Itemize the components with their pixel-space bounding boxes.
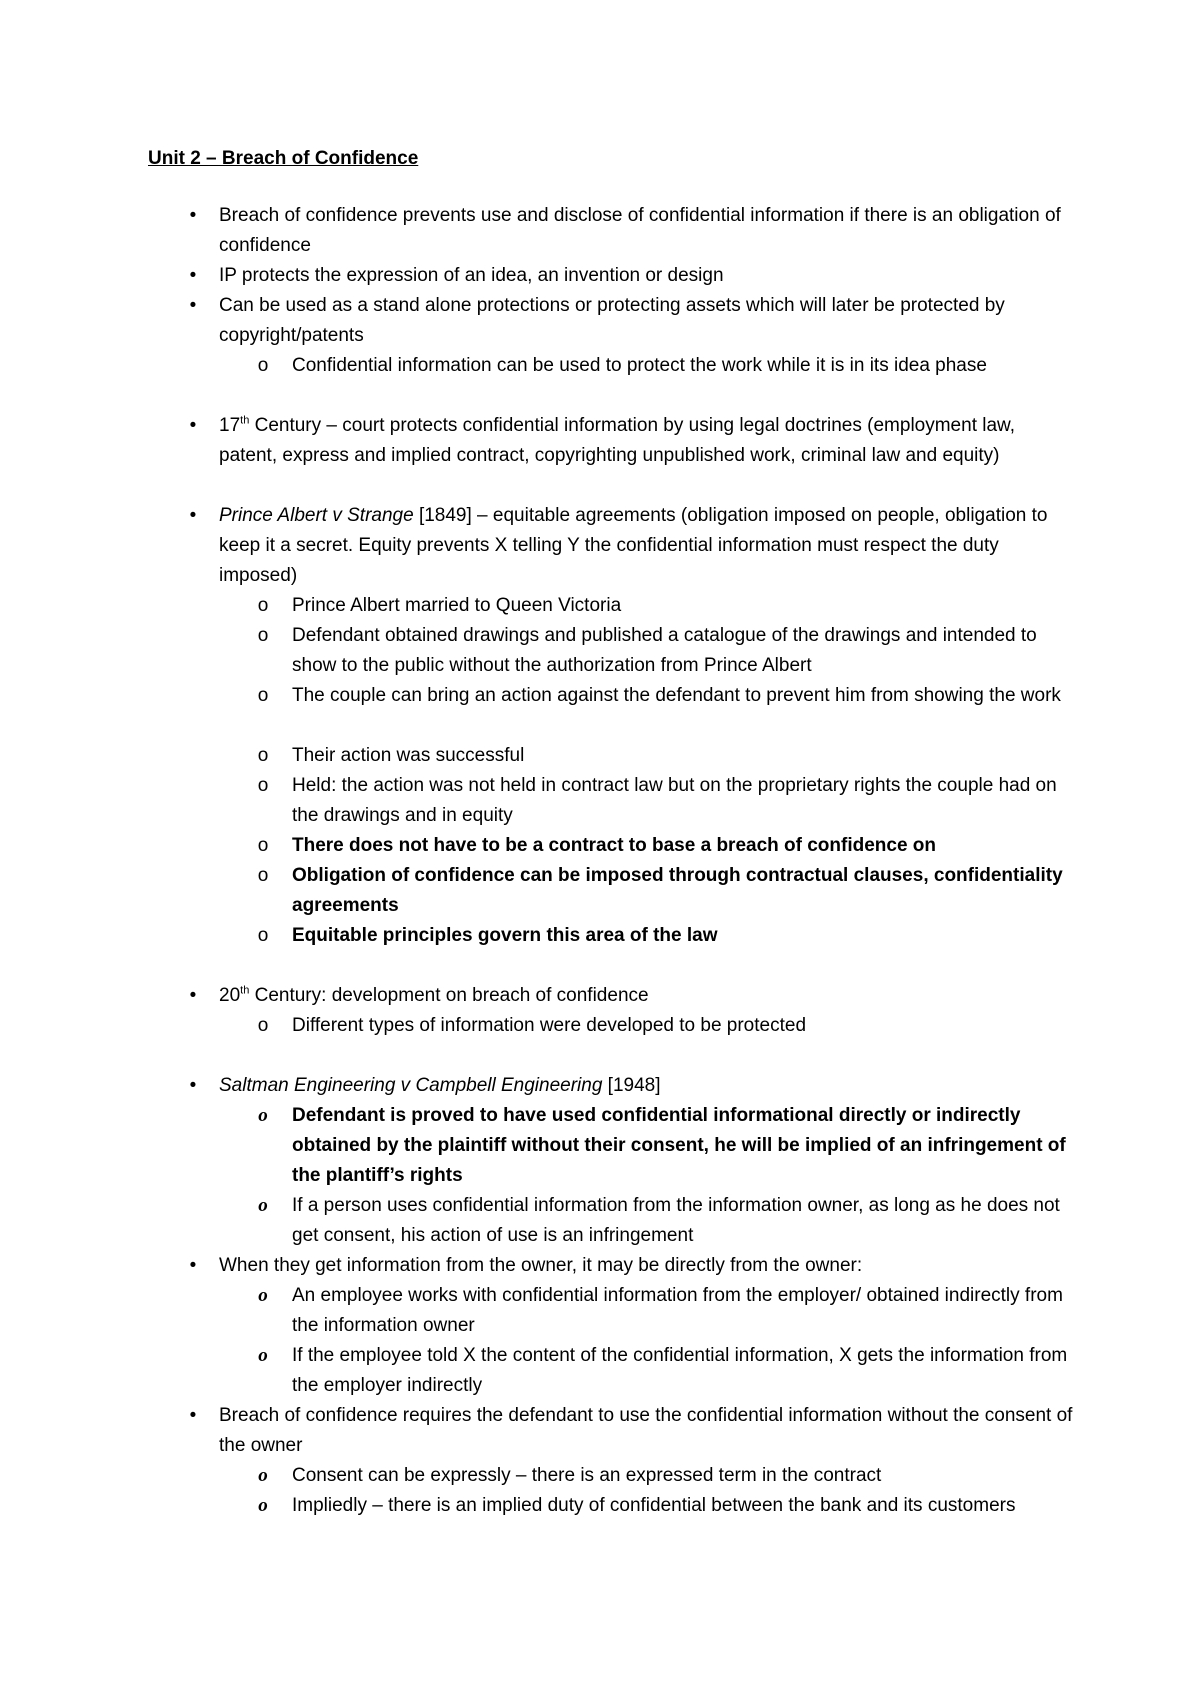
- sub-list-item-text: Confidential information can be used to protect the work while it is in its idea phase: [292, 355, 987, 376]
- sub-list-item-text: Impliedly – there is an implied duty of confidential between the bank and its customers: [292, 1495, 1016, 1516]
- sub-bullet-marker: o: [257, 1015, 269, 1036]
- sub-list-item: [257, 1011, 1082, 1041]
- sub-list-item: [257, 351, 1082, 381]
- sub-list-item-text: If the employee told X the content of the confidential information, X gets the information from the employer indirectly: [292, 1345, 1068, 1396]
- list-item: [189, 261, 1074, 291]
- sub-bullet-marker: o: [258, 1105, 268, 1126]
- list-item-text: When they get information from the owner, it may be directly from the owner:: [219, 1255, 863, 1276]
- list-item-text: 20th Century: development on breach of confidence: [219, 984, 649, 1006]
- sub-list-item: [257, 591, 1082, 621]
- sub-list-item-text: Defendant obtained drawings and published a catalogue of the drawings and intended to show to the public without the authorization from Prince Albert: [292, 625, 1037, 676]
- case-name: Prince Albert v Strange: [219, 505, 414, 526]
- list-item-text: Breach of confidence requires the defendant to use the confidential information without the consent of the owner: [219, 1405, 1073, 1456]
- list-item-text: Saltman Engineering v Campbell Engineering [1948]: [219, 1075, 661, 1096]
- sub-bullet-marker: o: [257, 595, 269, 616]
- sub-bullet-marker: o: [257, 865, 269, 886]
- sub-bullet-marker: o: [257, 925, 269, 946]
- sub-list-item-text: Obligation of confidence can be imposed through contractual clauses, confidentiality agreements: [292, 865, 1063, 916]
- bullet-marker: •: [189, 1255, 197, 1276]
- sub-list-item: [258, 1341, 1082, 1401]
- list-item: [189, 201, 1074, 261]
- sub-list-item-text: Consent can be expressly – there is an expressed term in the contract: [292, 1465, 882, 1486]
- sub-list-item: [257, 741, 1082, 771]
- sub-list-item: [257, 921, 1082, 951]
- list-item-text: 17th Century – court protects confidential information by using legal doctrines (employment law, patent, express and implied contract, copyrighting unpublished work, criminal law and equity): [219, 414, 1015, 466]
- sub-bullet-marker: o: [258, 1285, 268, 1306]
- sub-bullet-marker: o: [257, 745, 269, 766]
- sub-list-item: [257, 861, 1082, 921]
- bullet-marker: •: [189, 505, 197, 526]
- list-item-text: Breach of confidence prevents use and disclose of confidential information if there is an obligation of confidence: [219, 205, 1061, 256]
- sub-list-item: [257, 831, 1082, 861]
- sub-list-item: [258, 1101, 1082, 1191]
- list-item-text: Can be used as a stand alone protections or protecting assets which will later be protected by copyright/patents: [219, 295, 1005, 346]
- sub-list-item-text: Defendant is proved to have used confidential informational directly or indirectly obtained by the plaintiff without their consent, he will be implied of an infringement of the plantiff’s rights: [292, 1105, 1066, 1186]
- sub-bullet-marker: o: [257, 355, 269, 376]
- sub-list-item-text: Equitable principles govern this area of the law: [292, 925, 718, 946]
- sub-list-item-text: Their action was successful: [292, 745, 525, 766]
- sub-list-item-text: The couple can bring an action against the defendant to prevent him from showing the work: [292, 685, 1061, 706]
- sub-list-item-text: An employee works with confidential information from the employer/ obtained indirectly from the information owner: [292, 1285, 1063, 1336]
- list-item: [189, 1251, 1074, 1281]
- list-item: [189, 1401, 1074, 1461]
- sub-list-item: [258, 1281, 1082, 1341]
- sub-bullet-marker: o: [258, 1195, 268, 1216]
- bullet-marker: •: [189, 415, 197, 436]
- bullet-marker: •: [189, 205, 197, 226]
- list-item: [189, 981, 1074, 1011]
- page-title: Unit 2 – Breach of Confidence: [148, 148, 419, 169]
- sub-bullet-marker: o: [257, 685, 269, 706]
- sub-list-item: [257, 771, 1082, 831]
- bullet-marker: •: [189, 1405, 197, 1426]
- bullet-marker: •: [189, 1075, 197, 1096]
- bullet-marker: •: [189, 295, 197, 316]
- bullet-marker: •: [189, 985, 197, 1006]
- sub-list-item: [258, 1491, 1082, 1521]
- list-item-text: Prince Albert v Strange [1849] – equitable agreements (obligation imposed on people, obligation to keep it a secret. Equity prevents X telling Y the confidential information must respect the duty imposed): [219, 505, 1048, 586]
- sub-list-item: [257, 681, 1082, 711]
- list-item-text: IP protects the expression of an idea, an invention or design: [219, 265, 724, 286]
- sub-list-item-text: There does not have to be a contract to base a breach of confidence on: [292, 835, 937, 856]
- sub-bullet-marker: o: [257, 775, 269, 796]
- sub-list-item: [258, 1461, 1082, 1491]
- sub-list-item: [258, 1191, 1082, 1251]
- list-item: [189, 291, 1074, 351]
- sub-bullet-marker: o: [258, 1495, 268, 1516]
- sub-list-item-text: Held: the action was not held in contract law but on the proprietary rights the couple had on the drawings and in equity: [292, 775, 1057, 826]
- list-item: [189, 1071, 1074, 1101]
- sub-list-item-text: If a person uses confidential information from the information owner, as long as he does not get consent, his action of use is an infringement: [292, 1195, 1060, 1246]
- sub-list-item-text: Different types of information were developed to be protected: [292, 1015, 807, 1036]
- sub-list-item-text: Prince Albert married to Queen Victoria: [292, 595, 622, 616]
- bullet-marker: •: [189, 265, 197, 286]
- case-name: Saltman Engineering v Campbell Engineering: [219, 1075, 603, 1096]
- sub-bullet-marker: o: [258, 1345, 268, 1366]
- sub-bullet-marker: o: [257, 835, 269, 856]
- sub-bullet-marker: o: [257, 625, 269, 646]
- list-item: [189, 501, 1074, 591]
- list-item: [189, 411, 1074, 471]
- sub-list-item: [257, 621, 1082, 681]
- sub-bullet-marker: o: [258, 1465, 268, 1486]
